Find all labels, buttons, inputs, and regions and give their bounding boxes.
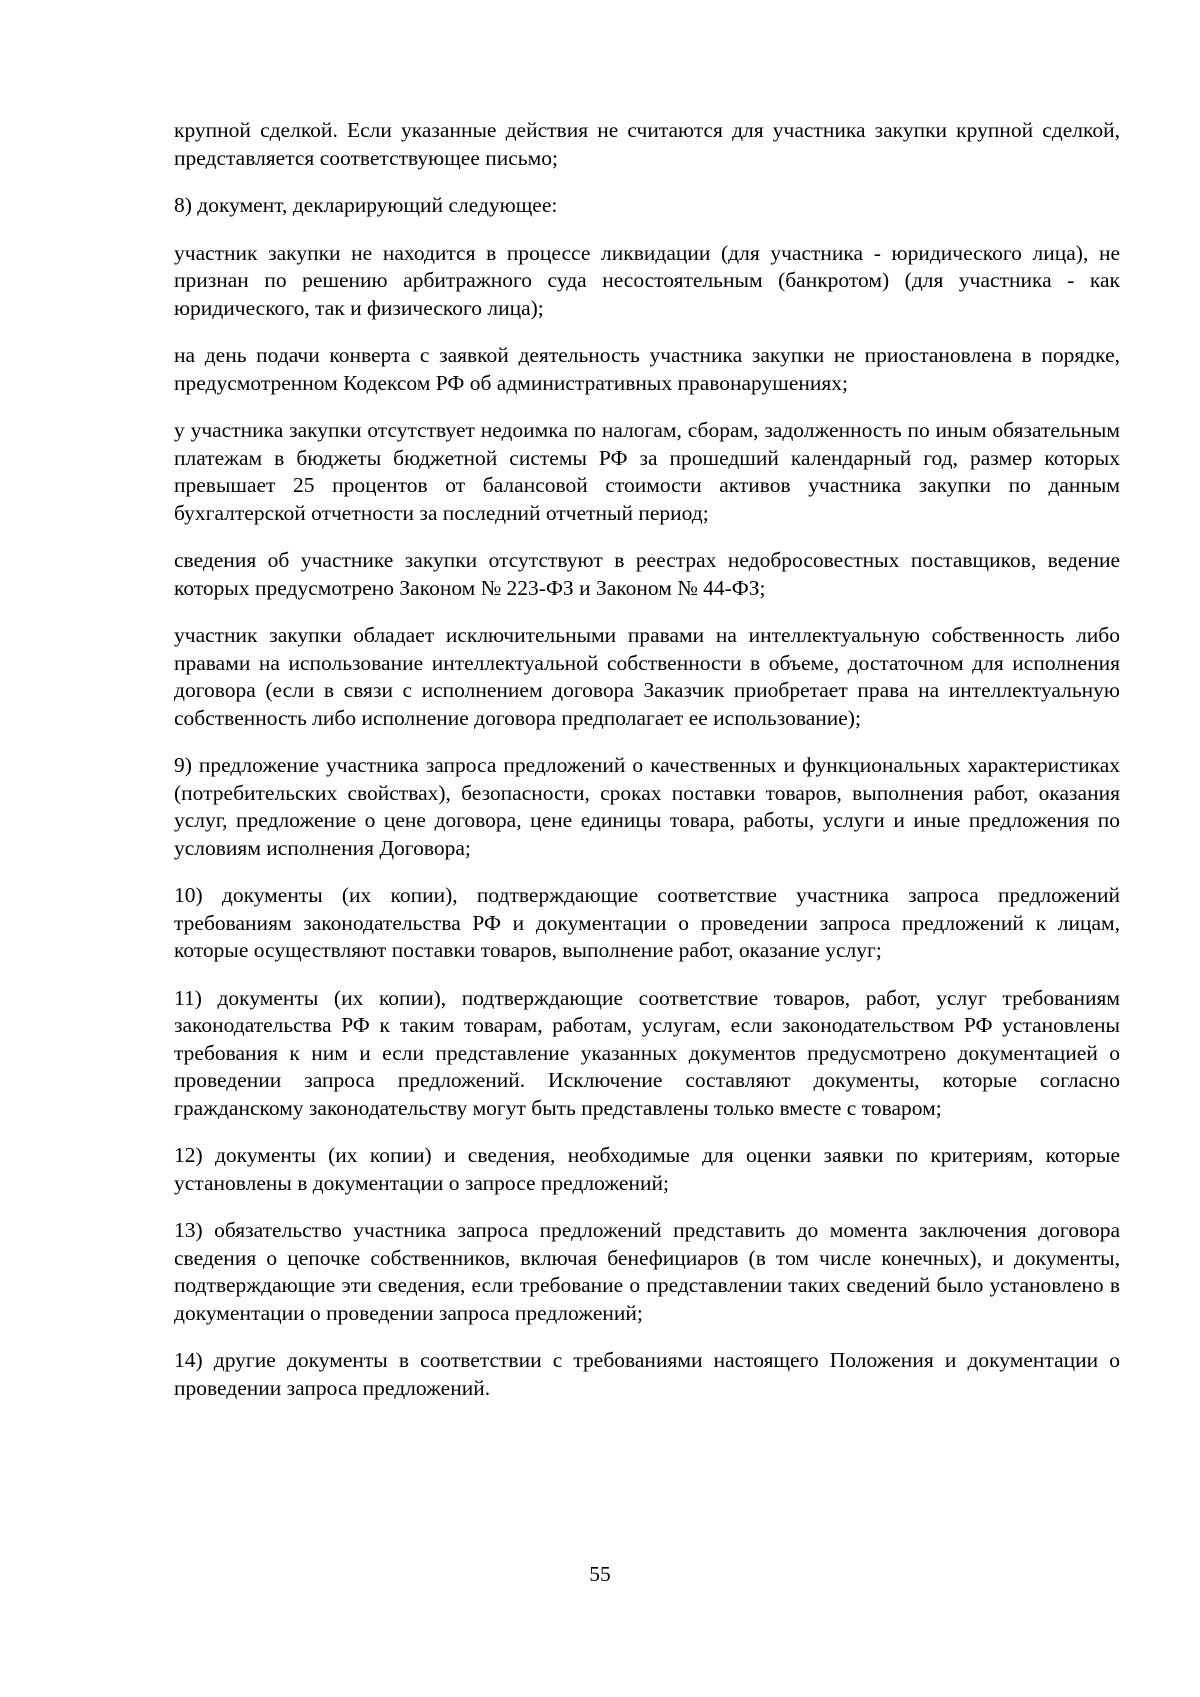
paragraph-item-12: 12) документы (их копии) и сведения, необходимые для оценки заявки по критериям, которые установлены в документации о запросе предложений;	[174, 1143, 1120, 1195]
paragraph-item-9: 9) предложение участника запроса предложений о качественных и функциональных характеристиках (потребительских свойствах), безопасности, сроках поставки товаров, выполнения работ, оказания услуг, предложение о цене договора, цене единицы товара, работы, услуги и иные предложения по условиям исполнения Договора;	[174, 753, 1120, 860]
paragraph-no-liquidation: участник закупки не находится в процессе ликвидации (для участника - юридического лица), не признан по решению арбитражного суда несостоятельным (банкротом) (для участника - как юридического, так и физического лица);	[174, 240, 1120, 320]
paragraph-intellectual-property: участник закупки обладает исключительными правами на интеллектуальную собственность либо правами на использование интеллектуальной собственности в объеме, достаточном для исполнения договора (если в связи с исполнением договора Заказчик приобретает права на интеллектуальную собственность либо исполнение договора предполагает ее использование);	[174, 623, 1120, 730]
paragraph-no-arrears: у участника закупки отсутствует недоимка по налогам, сборам, задолженность по иным обязательным платежам в бюджеты бюджетной системы РФ за прошедший календарный год, размер которых превышает 25 процентов от балансовой стоимости активов участника закупки по данным бухгалтерской отчетности за последний отчетный период;	[174, 418, 1120, 525]
paragraph-large-deal-letter: крупной сделкой. Если указанные действия не считаются для участника закупки крупной сделкой, представляется соответствующее письмо;	[174, 118, 1120, 170]
paragraph-item-13: 13) обязательство участника запроса предложений представить до момента заключения договора сведения о цепочке собственников, включая бенефициаров (в том числе конечных), и документы, подтверждающие эти сведения, если требование о представлении таких сведений было установлено в документации о проведении запроса предложений;	[174, 1218, 1120, 1325]
paragraph-registry: сведения об участнике закупки отсутствуют в реестрах недобросовестных поставщиков, ведение которых предусмотрено Законом № 223-ФЗ и Законом № 44-ФЗ;	[174, 548, 1120, 600]
paragraph-not-suspended: на день подачи конверта с заявкой деятельность участника закупки не приостановлена в порядке, предусмотренном Кодексом РФ об административных правонарушениях;	[174, 343, 1120, 395]
paragraph-item-14: 14) другие документы в соответствии с требованиями настоящего Положения и документации о проведении запроса предложений.	[174, 1348, 1120, 1400]
paragraph-item-10: 10) документы (их копии), подтверждающие соответствие участника запроса предложений требованиям законодательства РФ и документации о проведении запроса предложений к лицам, которые осуществляют поставки товаров, выполнение работ, оказание услуг;	[174, 883, 1120, 962]
paragraph-item-8: 8) документ, декларирующий следующее:	[174, 193, 558, 217]
document-body	[174, 117, 1120, 1422]
page-number: 55	[589, 1562, 611, 1586]
paragraph-item-11: 11) документы (их копии), подтверждающие соответствие товаров, работ, услуг требованиям законодательства РФ к таким товарам, работам, услугам, если законодательством РФ установлены требования к ним и если представление указанных документов предусмотрено документацией о проведении запроса предложений. Исключение составляют документы, которые согласно гражданскому законодательству могут быть представлены только вместе с товаром;	[174, 985, 1120, 1120]
